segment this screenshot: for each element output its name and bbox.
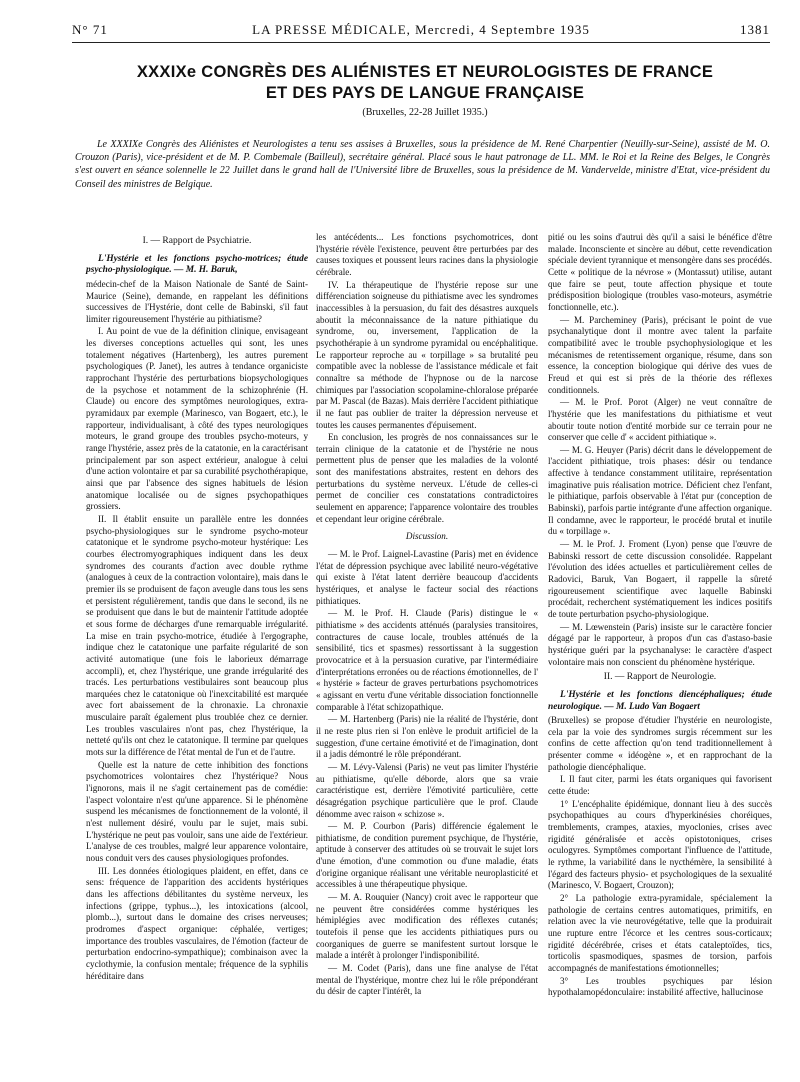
paragraph: (Bruxelles) se propose d'étudier l'hystérie en neurologiste, cela par la voie des syndromes surgis récemment sur les confins de cette affection qu'on tend traditionnellement à présenter comme « idéogène », et en rapprochant de la pathologie diencéphalique. (548, 715, 772, 772)
paragraph: 3° Les troubles psychiques par lésion hypothalamopédonculaire: instabilité affective, hallucinose (548, 975, 772, 998)
discussion-item: — M. Lévy-Valensi (Paris) ne veut pas limiter l'hystérie au pithiatisme, qu'elle déborde, alors que sa vraie caractéristique est, derrière l'émotivité particulière, cette désagrégation psychique particulière que le prof. Claude dénomme avec raison « schizose ». (316, 761, 538, 819)
discussion-item: — M. P. Courbon (Paris) différencie également le pithiatisme, de condition purement psychique, de l'hystérie, aptitude à conserver des attitudes où se trouvait le sujet lors d'une émotion, d'une commotion ou d'une maladie, états d'origine organique réalisant une véritable neuroplasticité et accessibles à une thérapeutique physique. (316, 821, 538, 890)
column-2 (316, 232, 538, 999)
paragraph: Quelle est la nature de cette inhibition des fonctions psychomotrices volontaires chez l'hystérique? Nous l'ignorons, mais il ne s'agit certainement pas de comédie: l'aspect volontaire n'est qu'une apparence. Si le phénomène suspend les mécanismes de fonctionnement de la volonté, il n'est nullement désiré, voulu par le sujet, mais subi. L'hystérique ne peut pas vouloir, sans une aide de l'extérieur. L'analyse de ces troubles, malgré leur apparence volontaire, nous conduit vers des causes physiologiques profondes. (86, 759, 308, 863)
discussion-item: — M. le Prof. J. Froment (Lyon) pense que l'œuvre de Babinski ressort de cette discussion consolidée. Rappelant l'évolution des idées actuelles et particulièrement celles de Radovici, Baruk, Van Bogaert, il rappelle la sûreté rigoureusement scientifique avec laquelle Babinski procédait, recherchent systématiquement les indices positifs de toute perturbation psycho-physiologique. (548, 539, 772, 619)
column-1 (86, 232, 308, 983)
intro-paragraph: Le XXXIXe Congrès des Aliénistes et Neurologistes a tenu ses assises à Bruxelles, sous la présidence de M. René Charpentier (Neuilly-sur-Seine), assisté de M. O. Crouzon (Paris), vice-président et de M. P. Combemale (Bailleul), secrétaire général. Placé sous le haut patronage de LL. MM. le Roi et la Reine des Belges, le Congrès s'est ouvert en séance solennelle le 22 Juillet dans le grand hall de l'Université libre de Bruxelles, sous la présidence de M. Vandervelde, ministre d'Etat, vice-président du Conseil des ministres de Belgique. (75, 139, 770, 190)
title-line-2: ET DES PAYS DE LANGUE FRANÇAISE (265, 84, 585, 102)
discussion-item: — M. G. Heuyer (Paris) décrit dans le développement de l'accident pithiatique, trois phases: désir ou tendance affective à tendance constamment utilitaire, représentation imaginative puis réalisation motrice. Déficient chez l'enfant, le pithiatique, parfois observable à l'état pur (conception de Babinski), parfois partie intégrante d'une affection organique. Il condamne, avec le rapporteur, le procédé brutal et inutile du « torpillage ». (548, 444, 772, 537)
column-3 (548, 232, 772, 1000)
section-heading: II. — Rapport de Neurologie. (603, 672, 717, 683)
section-subheading: L'Hystérie et les fonctions diencéphaliques; étude neurologique. — M. Ludo Van Bogaert (548, 689, 772, 712)
discussion-item: — M. le Prof. Porot (Alger) ne veut connaître de l'hystérie que les manifestations du pithiatisme et veut aboutir toute notion d'entité morbide sur ce terrain pour ne conserver que celle d' « accident pithiatique ». (548, 397, 772, 443)
paragraph: IV. La thérapeutique de l'hystérie repose sur une différenciation soigneuse du pithiatisme avec les syndromes inaccessibles à la persuasion, du fait des désastres auxquels aboutit la méconnaissance de la nature pithiatique du syndrome, ou, inversement, l'application de la psychothérapie à un syndrome pyramidal ou encéphalitique. Le rapporteur reproche au « torpillage » sa brutalité peu compatible avec la noblesse de l'assistance médicale et fait connaître sa méthode de l'hypnose ou de la narcose chimiques par l'association scopolamine-chloralose préparée par M. Pascal (de Bazas). Mais derrière l'accident pithiatique il ne faut pas oublier de traiter la dépression nerveuse et toutes les causes permanentes d'épuisement. (316, 279, 538, 430)
discussion-item: — M. Hartenberg (Paris) nie la réalité de l'hystérie, dont il ne reste plus rien si l'on enlève le produit artificiel de la suggestion, d'une certaine émotivité et de l'imagination, dont il a jadis démontré le rôle prépondérant. (316, 714, 538, 760)
discussion-heading: Discussion. (405, 531, 449, 542)
paragraph: 2° La pathologie extra-pyramidale, spécialement la pathologie de certains centres automatiques, primitifs, en relation avec la vie neurovégétative, telle que la produirait une rupture entre l'écorce et les centres sous-corticaux; rigidité décérébrée, crises et états cataleptoïdes, tics, torticolis spasmodiques, spasmes de torsion, parfois accompagnés de manifestations émotionnelles; (548, 892, 772, 973)
discussion-item: — M. le Prof. Laignel-Lavastine (Paris) met en évidence l'état de dépression psychique avec labilité neuro-végétative qui existe à l'état latent derrière beaucoup d'accidents hystériques, et analyse le facteur social des réactions pithiatiques. (316, 549, 538, 606)
discussion-item: — M. A. Rouquier (Nancy) croit avec le rapporteur que ne peuvent être considérées comme hystériques les hémiplégies avec modification des réflexes cutanés; toutefois il pense que les accidents pithiatiques purs ou coorganiques de guerre se manifestent surtout lorsque le malade a intérêt à prolonger l'indisponibilité. (316, 892, 538, 961)
section-heading: I. — Rapport de Psychiatrie. (142, 236, 252, 246)
discussion-item: — M. Codet (Paris), dans une fine analyse de l'état mental de l'hystérique, montre chez lui le rôle prépondérant du désir de capter l'intérêt, la (316, 963, 538, 997)
paragraph: II. Il établit ensuite un parallèle entre les données psycho-physiologiques sur le syndrome psycho-moteur catatonique et le syndrome psycho-moteur hystérique: Les courbes électromyographiques indiquent dans les deux syndromes des courants d'action avec double rythme (analogues à ceux de la contraction volontaire), mais dans le premier ils se produisent de façon aveugle dans tous les sens et persistent régulièrement, tandis que dans le second, ils ne se produisent que dans le but de maintenir l'attitude adoptée et sous forme de décharges d'une remarquable irrégularité. La mise en train psycho-motrice, étudiée à l'ergographe, indique chez le catatonique une parfaite régularité de son activité automatique (une fois le laborieux démarrage accompli), et, chez l'hystérique, une grande irrégularité des tracés. Les perturbations vestibulaires sont beaucoup plus marquées chez le catatonique où l'inexcitabilité est marquée avec fort abaissement de la chronaxie. La chronaxie musculaire paraît également plus troublée chez ce dernier. Les troubles vasculaires n'ont pas, chez l'hystérique, la netteté qu'ils ont chez le catatonique. Il termine par quelques mots sur la différence de l'état mental de l'un et de l'autre. (86, 513, 308, 758)
title-line-1: XXXIXe CONGRÈS DES ALIÉNISTES ET NEUROLOGISTES DE FRANCE (136, 63, 714, 81)
paragraph: médecin-chef de la Maison Nationale de Santé de Saint-Maurice (Seine), demande, en rappelant les définitions successives de l'Hystérie, dont celle de Babinski, s'il faut limiter rigoureusement l'hystérie au pithiatisme? (86, 278, 308, 324)
discussion-item: — M. Lœwenstein (Paris) insiste sur le caractère foncier dégagé par le rapporteur, à propos d'un cas d'astaso-basie hystérique guéri par la psychanalyse: le caractère d'aspect volontaire mais non conscient du phénomène hystérique. (548, 621, 772, 667)
section-subheading: L'Hystérie et les fonctions psycho-motrices; étude psycho-physiologique. — M. H. Baruk, (86, 253, 308, 276)
issue-number: N° 71 (72, 22, 108, 37)
journal-title: LA PRESSE MÉDICALE, Mercredi, 4 Septembre 1935 (252, 22, 590, 37)
page-number: 1381 (740, 22, 770, 37)
discussion-item: — M. le Prof. H. Claude (Paris) distingue le « pithiatisme » des accidents atténués (paralysies transitoires, contractures de cause locale, troubles atténués de la sensibilité, tics et spasmes) ressortissant à la suggestion provocatrice et à la persuasion curative, par l'intermédiaire d'interprétations erronées ou de réactions émotionnelles, de l' « hystérie » facteur de graves perturbations psychomotrices « agissant en vertu d'une véritable dissociation fonctionnelle comparable à l'état schizopathique. (316, 608, 538, 712)
paragraph: En conclusion, les progrès de nos connaissances sur le terrain clinique de la catatonie et de l'hystérie ne nous permettent plus de penser que les maladies de la volonté sont des manifestations abstraites, restent en dehors des perturbations du système nerveux. L'étude de celles-ci permet de concilier ces constatations contradictoires seulement en apparence; l'apparence volontaire des troubles et cependant leur origine cérébrale. (316, 432, 538, 524)
paragraph: les antécédents... Les fonctions psychomotrices, dont l'hystérie révèle l'existence, peuvent être perturbées par des causes toxiques et poussent leurs racines dans la physiologie cérébrale. (316, 232, 538, 277)
article-subtitle: (Bruxelles, 22-28 Juillet 1935.) (362, 107, 488, 118)
paragraph: I. Au point de vue de la définition clinique, envisageant les diverses conceptions actuelles qui sont, les unes totalement négatives (Hartenberg), les autres purement psychologiques (P. Janet), les autres à tendance organiciste rapprochant l'hystérie des perturbations biopsychologiques de la psychose et notamment de la schizophrénie (H. Claude) ou encore des symptômes neurologiques, extra-pyramidaux par exemple (Marinesco, van Bogaert, etc.), le rapporteur, individualisant, à côté des types neurologiques moteurs, le grand groupe des troubles psycho-moteurs, y range l'hystérie, assez près de la catatonie, en la caractérisant principalement par son aspect extérieur, analogue à celui d'une action volontaire et par sa curabilité psychothérapique, ainsi que par l'absence des signes habituels de lésion anatomique localisée ou de signes psychopathiques grossiers. (86, 326, 308, 512)
header-rule (72, 42, 770, 43)
article-title (90, 62, 760, 104)
paragraph: pitié ou les soins d'autrui dès qu'il a saisi le bénéfice d'être malade. Inconsciente et sincère au début, cette revendication spéciale devient tyrannique et mensongère dans ses procédés. Cette « politique de la névrose » (Montassut) utilise, autant que faire se peut, toute affection physique et toute prédisposition biologique (troubles vaso-moteurs, asymétrie fonctionnelle, etc.). (548, 232, 772, 312)
paragraph: 1° L'encéphalite épidémique, donnant lieu à des succès psychopathiques au cours d'hyperkinésies choréiques, tremblements, crampes, ataxies, myoclonies, crises avec rigidité généralisée et accès opistotoniques, crises oculogyres. Symptômes comportant l'influence de l'attitude, le rythme, la variabilité dans le nycthémère, la sensibilité à l'égard des facteurs physio- et psychologiques de la sexualité (Marinesco, V. Bogaert, Crouzon); (548, 798, 772, 891)
discussion-item: — M. Parcheminey (Paris), précisant le point de vue psychanalytique dont il montre avec talent la parfaite compatibilité avec le trouble psychophysiologique et les mécanismes de retentissement organique, résume, dans son essence, la conception biologique qui dérive des vues de Freud et qui est si près de la théorie des réflexes conditionnels. (548, 314, 772, 395)
paragraph: I. Il faut citer, parmi les états organiques qui favorisent cette étude: (548, 774, 772, 797)
paragraph: III. Les données étiologiques plaident, en effet, dans ce sens: fréquence de l'apparition des accidents hystériques dans les affections débilitantes du système nerveux, les infections (grippe, typhus...), les intoxications (alcool, plomb...), surtout dans le domaine des crises nerveuses; prodromes d'aspect organique: céphalée, vertiges; importance des troubles vasculaires, de l'émotion (facteur de perturbation endocrino-sympathique); combinaison avec la cyclothymie, la confusion mentale; fréquence de la syphilis héréditaire dans (86, 865, 308, 981)
